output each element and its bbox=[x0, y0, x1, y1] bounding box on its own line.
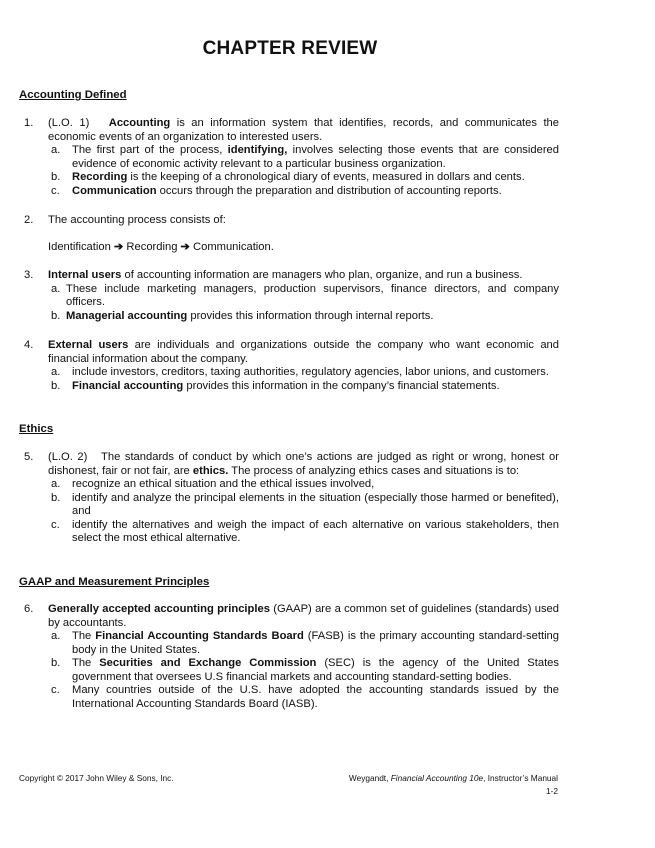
term-accounting: Accounting bbox=[108, 117, 171, 129]
sub-letter: b. bbox=[51, 309, 61, 322]
sub-text: include investors, creditors, taxing authorities, regulatory agencies, labor unions, and customers. bbox=[72, 366, 549, 378]
list-item-2 bbox=[19, 214, 559, 254]
sub-text: involves selecting those events that are considered evidence of economic activity relevant to a particular business organization. bbox=[72, 144, 559, 170]
sub-text: occurs through the preparation and distribution of accounting reports. bbox=[156, 184, 502, 197]
sub-letter: a. bbox=[51, 282, 61, 295]
flow-step-identification: Identification bbox=[48, 240, 111, 253]
arrow-right-icon: ➔ bbox=[113, 240, 124, 253]
term-recording: Recording bbox=[72, 171, 128, 183]
term-identifying: identifying, bbox=[227, 144, 288, 156]
sub-item-a bbox=[48, 366, 559, 380]
sub-text: is the keeping of a chronological diary of events, measured in dollars and cents. bbox=[127, 171, 525, 183]
section-heading-gaap: GAAP and Measurement Principles bbox=[19, 576, 210, 588]
flow-step-communication: Communication. bbox=[193, 240, 274, 253]
sub-text: (SEC) is the agency of the United States government that oversees U.S financial markets and accounting standard-setting bodies. bbox=[72, 657, 559, 683]
process-flow bbox=[48, 241, 559, 255]
item-text bbox=[48, 117, 559, 144]
item-desc: The process of analyzing ethics cases and situations is to: bbox=[228, 464, 520, 477]
sub-text: recognize an ethical situation and the ethical issues involved, bbox=[72, 478, 375, 490]
sub-item-a bbox=[48, 630, 559, 657]
section-heading-accounting-defined: Accounting Defined bbox=[19, 89, 127, 101]
sub-letter: c. bbox=[51, 518, 60, 531]
term-external-users: External users bbox=[48, 339, 129, 351]
item-text bbox=[48, 269, 559, 283]
sub-text: These include marketing managers, production supervisors, finance directors, and company officers. bbox=[66, 282, 559, 308]
flow-step-recording: Recording bbox=[126, 240, 178, 253]
sub-item-b bbox=[48, 310, 559, 324]
item-number: 3. bbox=[24, 269, 34, 281]
sub-text: Many countries outside of the U.S. have adopted the accounting standards issued by the International Accounting Standards Board (IASB). bbox=[72, 684, 559, 710]
term-managerial-accounting: Managerial accounting bbox=[66, 309, 188, 322]
item-text bbox=[48, 339, 559, 366]
footer-book-credit bbox=[349, 773, 558, 784]
term-gaap: Generally accepted accounting principles bbox=[48, 603, 270, 615]
sub-item-b bbox=[48, 171, 559, 185]
sub-item-a bbox=[48, 144, 559, 171]
list-item-3 bbox=[19, 269, 559, 323]
sub-item-b bbox=[48, 380, 559, 394]
item-desc: of accounting information are managers who plan, organize, and run a business. bbox=[121, 269, 523, 281]
sub-text: identify and analyze the principal elements in the situation (especially those harmed or benefited), and bbox=[72, 491, 559, 517]
item-number: 5. bbox=[24, 451, 34, 463]
sub-item-b bbox=[48, 657, 559, 684]
term-internal-users: Internal users bbox=[48, 269, 122, 281]
sub-text: The bbox=[72, 657, 100, 669]
term-financial-accounting: Financial accounting bbox=[72, 379, 184, 392]
sub-letter: a. bbox=[51, 144, 61, 156]
list-item-5 bbox=[19, 451, 559, 546]
sub-text: provides this information in the company’s financial statements. bbox=[183, 379, 500, 392]
sub-letter: b. bbox=[51, 171, 61, 183]
item-desc: is an information system that identifies, records, and communicates the economic events of an organization to interested users. bbox=[48, 117, 560, 143]
sub-item-a bbox=[48, 478, 559, 492]
sub-text: identify the alternatives and weigh the impact of each alternative on various stakeholders, then select the most ethical alternative. bbox=[72, 518, 559, 544]
item-text bbox=[48, 603, 559, 630]
page-title: CHAPTER REVIEW bbox=[202, 38, 378, 59]
item-number: 4. bbox=[24, 339, 34, 351]
sub-letter: b. bbox=[51, 379, 61, 392]
item-desc: The standards of conduct by which one’s actions are judged as right or wrong, honest or dishonest, fair or not fair, are bbox=[48, 451, 560, 477]
footer-manual: , Instructor’s Manual bbox=[483, 773, 558, 783]
term-sec: Securities and Exchange Commission bbox=[99, 657, 317, 669]
item-desc: (GAAP) are a common set of guidelines (standards) used by accountants. bbox=[48, 603, 559, 629]
sub-item-c bbox=[48, 684, 559, 711]
sub-text: The bbox=[72, 630, 96, 642]
list-item-4 bbox=[19, 339, 559, 393]
item-number: 2. bbox=[24, 214, 34, 226]
sub-letter: c. bbox=[51, 184, 60, 197]
list-item-1 bbox=[19, 117, 559, 198]
item-number: 1. bbox=[24, 117, 34, 129]
term-fasb: Financial Accounting Standards Board bbox=[95, 630, 304, 642]
sub-item-c bbox=[48, 185, 559, 199]
arrow-right-icon: ➔ bbox=[180, 240, 190, 253]
sub-letter: a. bbox=[51, 630, 61, 642]
item-text: The accounting process consists of: bbox=[48, 214, 226, 226]
learning-objective: (L.O. 1) bbox=[48, 117, 90, 129]
sub-item-a bbox=[48, 283, 559, 310]
sub-letter: c. bbox=[51, 684, 60, 696]
sub-letter: a. bbox=[51, 366, 61, 378]
item-number: 6. bbox=[24, 603, 34, 615]
footer-book-title: Financial Accounting 10e bbox=[390, 773, 484, 783]
sub-letter: a. bbox=[51, 478, 61, 490]
footer-author: Weygandt, bbox=[348, 773, 391, 783]
item-desc: are individuals and organizations outside the company who want economic and financial information about the company. bbox=[48, 339, 559, 365]
sub-text: (FASB) is the primary accounting standard-setting body in the United States. bbox=[72, 630, 559, 656]
sub-letter: b. bbox=[51, 491, 61, 504]
term-communication: Communication bbox=[72, 184, 157, 197]
sub-text: The first part of the process, bbox=[72, 144, 228, 156]
sub-letter: b. bbox=[51, 657, 61, 669]
sub-text: provides this information through internal reports. bbox=[187, 309, 434, 322]
list-item-6 bbox=[19, 603, 559, 711]
footer-copyright: Copyright © 2017 John Wiley & Sons, Inc. bbox=[19, 773, 174, 783]
page-number: 1-2 bbox=[546, 786, 558, 796]
section-heading-ethics: Ethics bbox=[19, 423, 54, 435]
learning-objective: (L.O. 2) bbox=[48, 451, 88, 463]
term-ethics: ethics. bbox=[192, 464, 229, 477]
item-text bbox=[48, 451, 559, 478]
sub-item-c bbox=[48, 519, 559, 546]
sub-item-b bbox=[48, 492, 559, 519]
